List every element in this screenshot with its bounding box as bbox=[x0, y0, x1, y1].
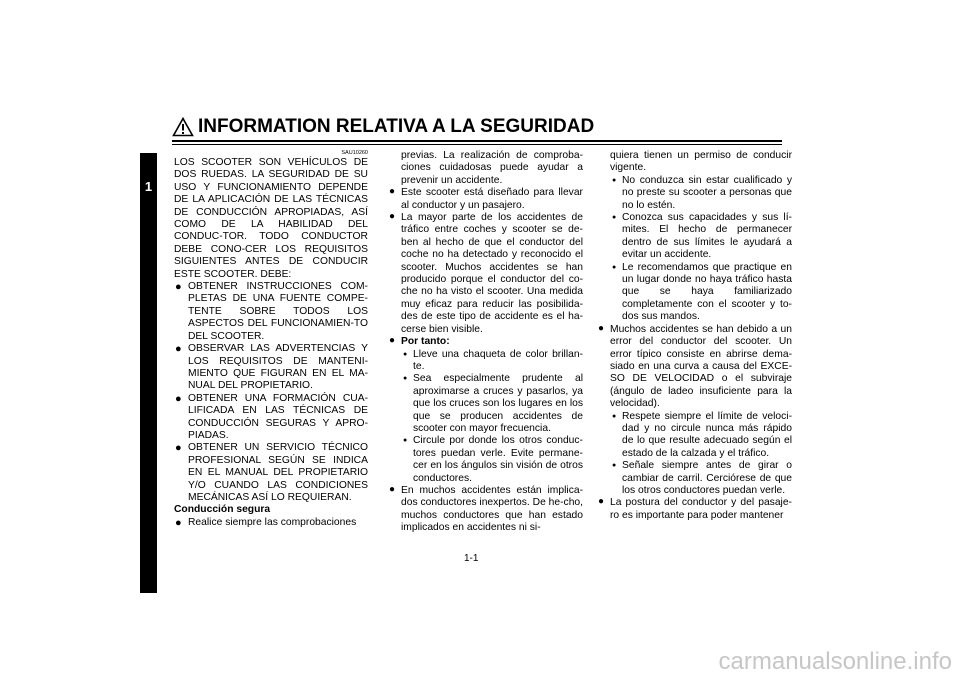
sub-list-item: ● Circule por donde los otros conduc-tores puedan verle. Evite permane-cer en los ángulos sin visión de otros conductores. bbox=[403, 435, 583, 484]
chapter-tab bbox=[140, 153, 157, 593]
header-rule-thick bbox=[172, 140, 782, 142]
list-item: ● En muchos accidentes están implica-dos conductores inexpertos. De he-cho, muchos conductores que han estado implicados en accidentes ni si- bbox=[389, 483, 584, 534]
sub-list-item: ● Lleve una chaqueta de color brillan-te. bbox=[403, 348, 583, 372]
column-2 bbox=[389, 150, 583, 535]
bullet-icon: ● bbox=[598, 322, 605, 334]
small-bullet-icon: ● bbox=[612, 412, 617, 420]
page-title-text: INFORMATION RELATIVA A LA SEGURIDAD bbox=[198, 116, 595, 137]
column-3 bbox=[598, 150, 792, 522]
sub-list-item: ● Le recomendamos que practique en un lugar donde no haya tráfico hasta que se haya familiarizado completamente con el scooter y to-dos sus mandos. bbox=[612, 261, 792, 323]
bullet-icon: ● bbox=[175, 281, 182, 294]
warning-triangle-icon bbox=[172, 117, 194, 137]
small-bullet-icon: ● bbox=[612, 214, 617, 222]
bullet-icon: ● bbox=[175, 343, 182, 356]
continued-paragraph: quiera tienen un permiso de conducir vigente. bbox=[610, 150, 792, 174]
intro-paragraph: LOS SCOOTER SON VEHÍCULOS DE DOS RUEDAS. LA SEGURIDAD DE SU USO Y FUNCIONAMIENTO DEPENDE DE LA APLICACIÓN DE LAS TÉCNICAS DE CONDUCCIÓN APROPIADAS, ASÍ COMO DE LA HABILIDAD DEL CONDUC-TOR. TODO CONDUCTOR DEBE CONO-CER LOS REQUISITOS SIGUIENTES ANTES DE CONDUCIR ESTE SCOOTER. DEBE: bbox=[174, 157, 368, 280]
bullet-icon: ● bbox=[389, 186, 396, 198]
list-item: ● Por tanto: bbox=[389, 335, 450, 348]
list-item: ● OBTENER UNA FORMACIÓN CUA-LIFICADA EN LAS TÉCNICAS DE CONDUCCIÓN SEGURAS Y APRO-PIADAS. bbox=[175, 392, 368, 441]
continued-paragraph: previas. La realización de comproba-ciones cuidadosas puede ayudar a prevenir un accidente. bbox=[401, 150, 583, 186]
page-number: 1-1 bbox=[464, 553, 479, 564]
sub-list-item: ● Sea especialmente prudente al aproximarse a cruces y pasarlos, ya que los cruces son los lugares en los que se producen accidentes de scooter con mayor frecuencia. bbox=[403, 373, 583, 434]
column-1 bbox=[174, 150, 368, 529]
small-bullet-icon: ● bbox=[403, 350, 408, 358]
small-bullet-icon: ● bbox=[403, 437, 408, 445]
sub-list-item: ● Señale siempre antes de girar o cambiar de carril. Cerciórese de que los otros conductores puedan verle. bbox=[612, 460, 792, 496]
bullet-icon: ● bbox=[389, 335, 396, 347]
list-item: ● Muchos accidentes se han debido a un error del conductor del scooter. Un error típico consiste en abrirse dema-siado en una curva a causa del EXCE-SO DE VELOCIDAD o el subviraje (ángulo de ladeo insuficiente para la velocidad). bbox=[598, 322, 792, 410]
document-code: SAU10260 bbox=[341, 150, 368, 156]
list-item: ● OBTENER INSTRUCCIONES COM-PLETAS DE UNA FUENTE COMPE-TENTE SOBRE TODOS LOS ASPECTOS DEL FUNCIONAMIEN-TO DEL SCOOTER. bbox=[175, 281, 368, 342]
small-bullet-icon: ● bbox=[403, 375, 408, 383]
section-heading: Conducción segura bbox=[174, 504, 271, 516]
bullet-icon: ● bbox=[175, 442, 182, 455]
chapter-number: 1 bbox=[144, 179, 153, 194]
header-rule-thin bbox=[172, 144, 782, 145]
bullet-icon: ● bbox=[389, 483, 396, 495]
bullet-icon: ● bbox=[175, 392, 182, 405]
bullet-icon: ● bbox=[389, 211, 396, 223]
sub-list-item: ● Respete siempre el límite de veloci-dad y no circule nunca más rápido de lo que resulte adecuado según el estado de la calzada y el tráfico. bbox=[612, 410, 792, 459]
page-header bbox=[172, 116, 782, 145]
list-item: ● La postura del conductor y del pasaje-ro es importante para poder mantener bbox=[598, 496, 792, 521]
small-bullet-icon: ● bbox=[612, 462, 617, 470]
list-item: ● OBSERVAR LAS ADVERTENCIAS Y LOS REQUISITOS DE MANTENI-MIENTO QUE FIGURAN EN EL MA-NUAL DEL PROPIETARIO. bbox=[175, 343, 368, 392]
sub-list-item: ● Conozca sus capacidades y sus lí-mites. El hecho de permanecer dentro de sus límites le ayudará a evitar un accidente. bbox=[612, 212, 792, 261]
list-item: ● La mayor parte de los accidentes de tráfico entre coches y scooter se de-ben al hecho de que el conductor del coche no ha detectado y reconocido el scooter. Muchos accidentes se han producido porque el conductor del co-che no ha visto el scooter. Una medida muy eficaz para reducir las posibilida-des de este tipo de accidente es el ha-cerse bien visible. bbox=[389, 211, 583, 335]
page-title bbox=[172, 116, 782, 138]
sub-list-item: ● No conduzca sin estar cualificado y no preste su scooter a personas que no lo estén. bbox=[612, 174, 792, 211]
list-item: ● Realice siempre las comprobaciones bbox=[175, 516, 357, 529]
list-item: ● Este scooter está diseñado para llevar al conductor y un pasajero. bbox=[389, 186, 583, 211]
footer-watermark: carmanualsonline.info bbox=[718, 648, 952, 675]
small-bullet-icon: ● bbox=[612, 263, 617, 271]
list-item: ● OBTENER UN SERVICIO TÉCNICO PROFESIONAL SEGÚN SE INDICA EN EL MANUAL DEL PROPIETARIO Y/O CUANDO LAS CONDICIONES MECÁNICAS ASÍ LO REQUIERAN. bbox=[175, 442, 368, 503]
bullet-icon: ● bbox=[598, 496, 605, 508]
small-bullet-icon: ● bbox=[612, 176, 617, 184]
bullet-icon: ● bbox=[175, 516, 182, 529]
